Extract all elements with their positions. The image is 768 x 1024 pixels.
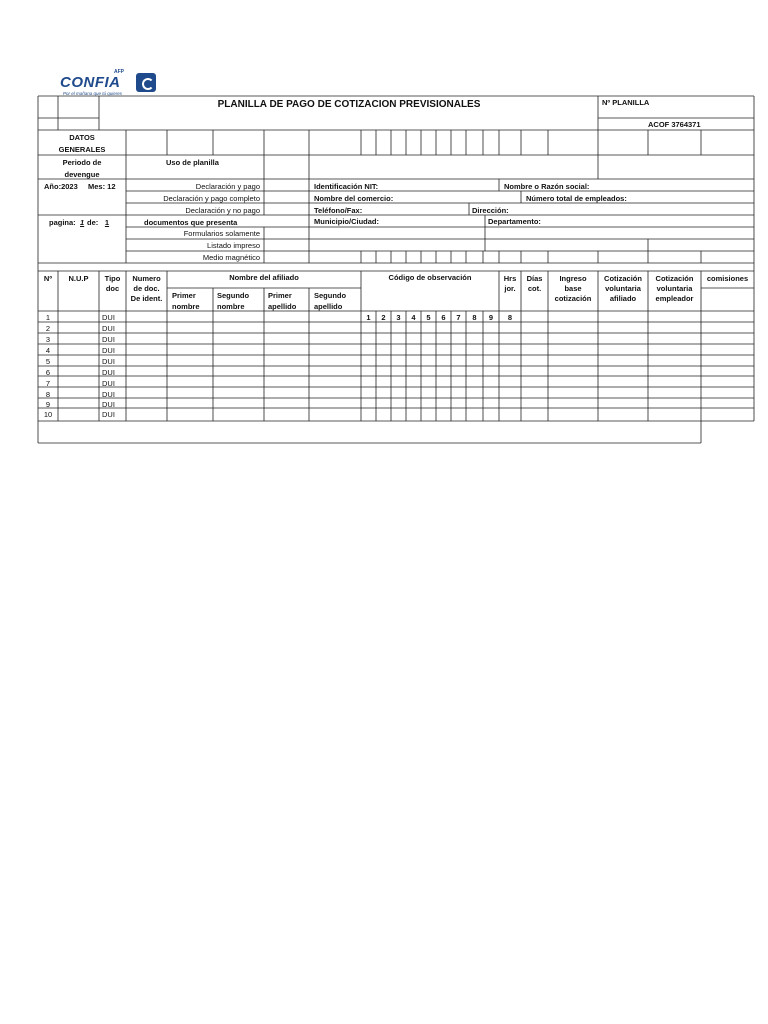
row-tipo: DUI [102,357,115,366]
documentos-label: documentos que presenta [144,218,238,227]
col-header-cot-afiliado-2: voluntaria [605,284,641,293]
code-number: 6 [441,313,446,322]
col-header-primer-apellido-2: apellido [268,302,297,311]
col-header-ingreso-3: cotización [554,294,592,303]
row-number: 10 [43,410,53,419]
code-number: 1 [366,313,371,322]
row-tipo: DUI [102,335,115,344]
col-header-cot-empleador-2: voluntaria [656,284,693,293]
col-header-tipo-2: doc [105,284,120,293]
declaracion-no-pago: Declaración y no pago [185,206,260,215]
de-label: de: [87,218,99,227]
planilla-label: Nº PLANILLA [602,98,650,107]
row-number: 3 [45,335,51,344]
form-title: PLANILLA DE PAGO DE COTIZACION PREVISIONALES [217,99,481,110]
uso-planilla-label: Uso de planilla [166,158,219,167]
comercio-label: Nombre del comercio: [314,194,394,203]
periodo-label-2: devengue [64,170,100,179]
row-number: 6 [45,368,51,377]
municipio-label: Municipio/Ciudad: [314,217,379,226]
col-header-segundo-apellido-1: Segundo [314,291,347,300]
code-number: 9 [488,313,494,322]
row-number: 9 [45,400,51,409]
declaracion-pago-completo: Declaración y pago completo [163,194,260,203]
col-header-codigo: Código de observación [388,273,472,282]
code-number: 2 [381,313,386,322]
row-number: 4 [45,346,51,355]
row-number: 2 [45,324,51,333]
periodo-label-1: Periodo de [62,158,102,167]
col-header-tipo-1: Tipo [104,274,121,283]
code-number: 8 [472,313,477,322]
row-tipo: DUI [102,313,115,322]
logo-slogan: Por el mañana que tú quieres [63,91,123,96]
pagina-number: 1 [80,218,85,227]
row-number: 1 [45,313,51,322]
col-header-primer-apellido-1: Primer [268,291,292,300]
col-header-primer-nombre-1: Primer [172,291,196,300]
formularios-label: Formularios solamente [183,229,260,238]
row-tipo: DUI [102,400,115,409]
mes-value: Mes: 12 [88,182,116,191]
col-header-numero-2: de doc. [133,284,160,293]
declaracion-pago: Declaración y pago [195,182,260,191]
code-number: 5 [426,313,431,322]
nit-label: Identificación NIT: [314,182,379,191]
col-header-cot-afiliado-1: Cotización [604,274,642,283]
datos-generales-label-1: DATOS [69,133,95,142]
planilla-number: ACOF 3764371 [648,120,701,129]
code-number: 7 [456,313,461,322]
de-number: 1 [104,218,110,227]
col-header-primer-nombre-2: nombre [172,302,200,311]
col-header-cot-empleador-1: Cotización [655,274,694,283]
medio-label: Medio magnético [202,253,260,262]
razon-label: Nombre o Razón social: [504,182,590,191]
hrs-sub-number: 8 [507,313,513,322]
logo-brand: CONFIA [60,74,121,91]
col-header-hrs-1: Hrs [503,274,517,283]
col-header-dias-2: cot. [527,284,542,293]
col-header-segundo-nombre-2: nombre [217,302,245,311]
row-number: 8 [45,390,51,399]
col-header-segundo-apellido-2: apellido [314,302,343,311]
pagina-label: pagina: [49,218,76,227]
col-header-segundo-nombre-1: Segundo [217,291,250,300]
telefono-label: Teléfono/Fax: [314,206,363,215]
anio-value: Año:2023 [44,182,78,191]
col-header-comisiones: comisiones [706,274,749,283]
col-header-ingreso-1: Ingreso [559,274,587,283]
row-number: 5 [45,357,51,366]
datos-generales-label-2: GENERALES [58,145,106,154]
col-header-ingreso-2: base [564,284,582,293]
code-number: 4 [411,313,416,322]
col-header-cot-empleador-3: empleador [655,294,694,303]
row-number: 7 [45,379,51,388]
row-tipo: DUI [102,346,115,355]
col-header-cot-afiliado-3: afiliado [609,294,637,303]
row-tipo: DUI [102,379,115,388]
direccion-label: Dirección: [472,206,509,215]
row-tipo: DUI [102,410,115,419]
col-header-nup: N.U.P [68,274,89,283]
listado-label: Listado impreso [207,241,260,250]
col-header-dias-1: Días [526,274,543,283]
row-tipo: DUI [102,390,115,399]
col-header-numero-1: Numero [132,274,161,283]
empleados-label: Número total de empleados: [526,194,627,203]
row-tipo: DUI [102,324,115,333]
logo-afp: AFP [114,69,124,75]
code-number: 3 [396,313,401,322]
col-header-hrs-2: jor. [504,284,516,293]
col-header-no: Nº [43,274,53,283]
row-tipo: DUI [102,368,115,377]
col-header-numero-3: De ident. [130,294,163,303]
col-header-nombre: Nombre del afiliado [229,273,299,282]
departamento-label: Departamento: [488,217,541,226]
